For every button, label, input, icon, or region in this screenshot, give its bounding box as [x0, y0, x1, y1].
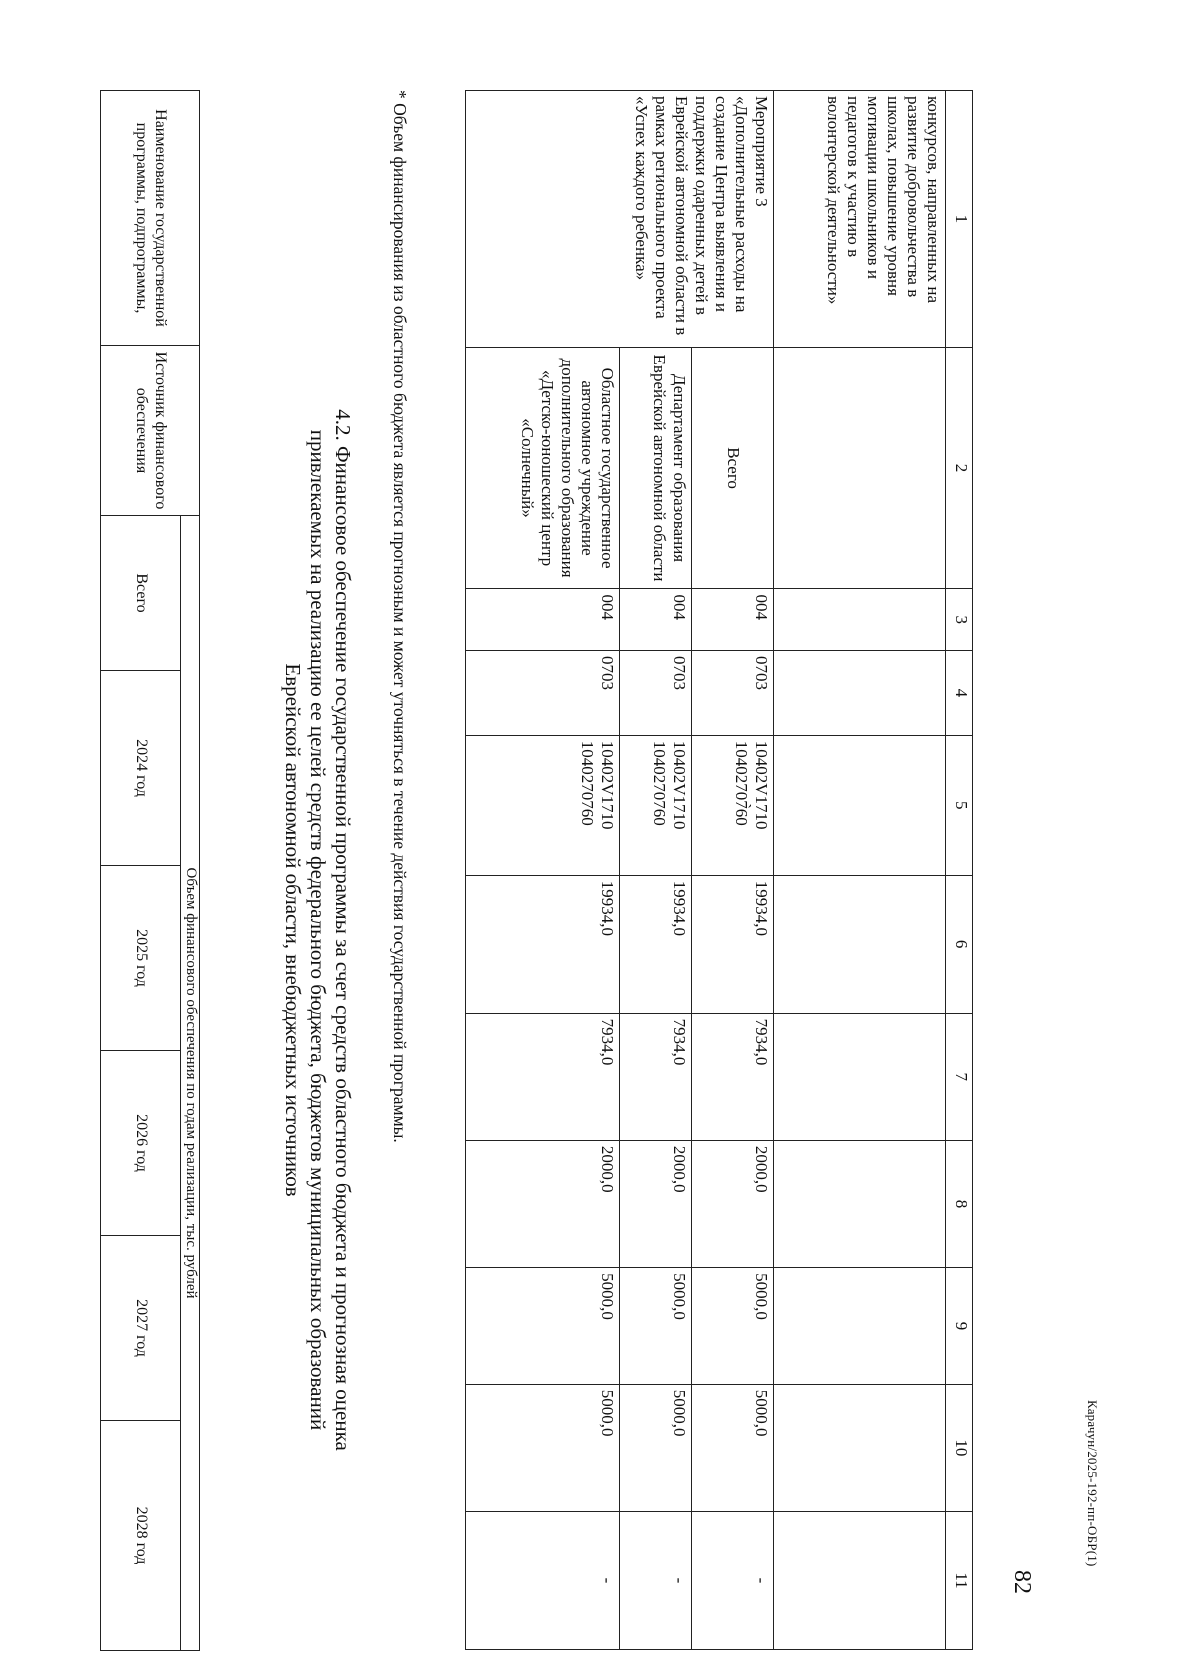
rzpr-code: 0703 [692, 650, 774, 735]
budget-table-header [100, 90, 200, 1651]
header-year: 2024 год [101, 671, 181, 866]
value-2026: 2000,0 [692, 1140, 774, 1267]
grbs-code: 004 [692, 589, 774, 651]
table-row [692, 91, 774, 1650]
csr-code: 10402V1710 1040270760 [620, 735, 692, 875]
heading-line: 4.2. Финансовое обеспечение государственной программы за счет средств областного бюджета и прогнозная оценка [331, 409, 355, 1451]
header-year: 2027 год [101, 1236, 181, 1421]
header-year: 2025 год [101, 866, 181, 1051]
col-num: 10 [946, 1384, 973, 1511]
col-num: 2 [946, 347, 973, 589]
csr-code: 10402V1710 10402707̀60 [692, 735, 774, 875]
value-2028: 5000,0 [466, 1384, 620, 1511]
value-2027: 5000,0 [692, 1268, 774, 1385]
author-reference: Карачун/2025-192-пп-ОБР(1) [1085, 1400, 1100, 1567]
executor: Областное государственное автономное учреждение дополнительного образования «Детско-юношеский центр «Солнечный» [466, 347, 620, 589]
value-2029: - [620, 1512, 692, 1650]
col-num: 5 [946, 735, 973, 875]
value-2028: 5000,0 [620, 1384, 692, 1511]
col-num: 6 [946, 875, 973, 1013]
executor: Департамент образования Еврейской автономной области [620, 347, 692, 589]
value-2024: 19934,0 [692, 875, 774, 1013]
footnote: * Объем финансирования из областного бюджета является прогнозным и может уточняться в течение действия государственной программы. [390, 90, 410, 1143]
col-num: 3 [946, 589, 973, 651]
col-num: 4 [946, 650, 973, 735]
col-num: 8 [946, 1140, 973, 1267]
value-2026: 2000,0 [466, 1140, 620, 1267]
heading-line: привлекаемых на реализацию ее целей средств федерального бюджета, бюджетов муниципальных образований [306, 429, 331, 1431]
rzpr-code: 0703 [620, 650, 692, 735]
value-2027: 5000,0 [620, 1268, 692, 1385]
value-2028: 5000,0 [692, 1384, 774, 1511]
value-2029: - [692, 1512, 774, 1650]
grbs-code: 004 [466, 589, 620, 651]
financing-table [465, 90, 973, 1650]
header-year: 2028 год [101, 1421, 181, 1651]
col-num: 11 [946, 1512, 973, 1650]
csr-code: 10402V1710 1040270760 [466, 735, 620, 875]
executor: Всего [692, 347, 774, 589]
value-2024: 19934,0 [620, 875, 692, 1013]
header-year: 2026 год [101, 1051, 181, 1236]
page-number: 82 [1009, 1570, 1035, 1594]
header-funding-volume: Объем финансового обеспечения по годам реализации, тыс. рублей [181, 516, 200, 1651]
grbs-code: 004 [620, 589, 692, 651]
continuation-text: конкурсов, направленных на развитие добровольчества в школах, повышение уровня мотивации школьников и педагогов к участию в волонтерской деятельности» [774, 91, 946, 348]
value-2029: - [466, 1512, 620, 1650]
value-2025: 7934,0 [466, 1013, 620, 1140]
value-2024: 19934,0 [466, 875, 620, 1013]
column-number-row [946, 91, 973, 1650]
col-num: 1 [946, 91, 973, 348]
section-heading [281, 190, 355, 1670]
value-2026: 2000,0 [620, 1140, 692, 1267]
value-2025: 7934,0 [620, 1013, 692, 1140]
col-num: 9 [946, 1268, 973, 1385]
event-name: Мероприятие 3 «Дополнительные расходы на создание Центра выявления и поддержки одаренных детей в Еврейской автономной области в рамках регионального проекта «Успех каждого ребенка» [466, 91, 774, 348]
value-2027: 5000,0 [466, 1268, 620, 1385]
value-2025: 7934,0 [692, 1013, 774, 1140]
header-total: Всего [101, 516, 181, 671]
header-funding-source: Источник финансового обеспечения [101, 346, 200, 516]
heading-line: Еврейской автономной области, внебюджетных источников [281, 663, 306, 1197]
header-program-name: Наименование государственной программы, подпрограммы, [101, 91, 200, 346]
continuation-row [774, 91, 946, 1650]
col-num: 7 [946, 1013, 973, 1140]
rzpr-code: 0703 [466, 650, 620, 735]
